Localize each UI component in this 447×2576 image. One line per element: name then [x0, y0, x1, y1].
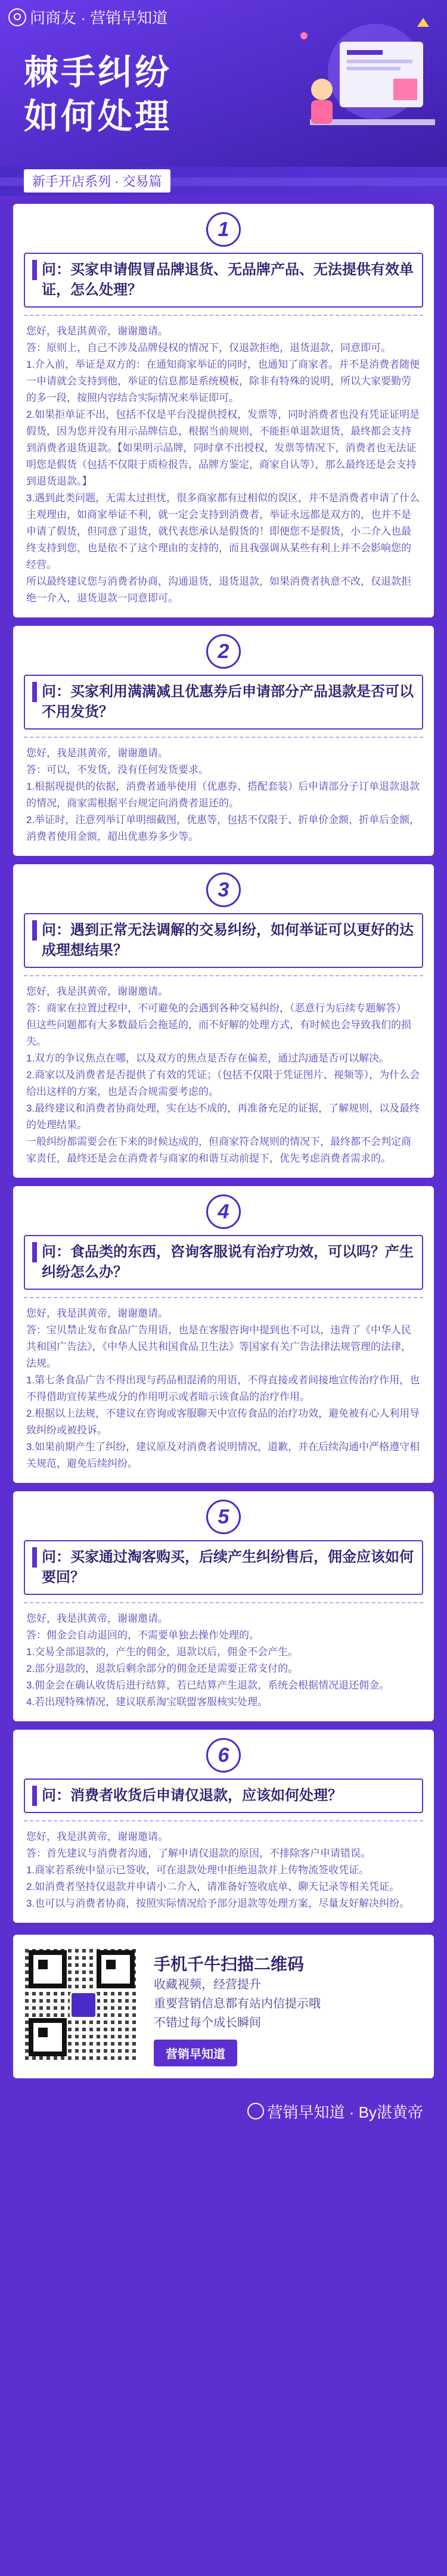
- question-marker-icon: [32, 1547, 37, 1568]
- question-text: 问：食品类的东西，咨询客服说有治疗功效，可以吗？产生纠纷怎么办？: [42, 1244, 414, 1280]
- qr-line-2: 重要营销信息都有站内信提示哦: [154, 1997, 321, 2010]
- qr-logo-icon: [70, 1991, 97, 2019]
- divider: [24, 315, 423, 316]
- qa-card: [13, 204, 434, 617]
- qr-heading: 手机千牛扫描二维码: [154, 1955, 305, 1973]
- answer-paragraph: 您好，我是淇黄帝，谢谢邀请。: [26, 1831, 168, 1842]
- question-marker-icon: [32, 920, 37, 941]
- qa-card: [13, 626, 434, 856]
- answer-paragraph: 答：佣金会自动退回的，不需要单独去操作处理的。: [26, 1630, 259, 1641]
- question-bar: [24, 1779, 423, 1813]
- question-bar: [24, 1235, 423, 1290]
- card-number: 1: [206, 212, 241, 247]
- series-tag: 新手开店系列 · 交易篇: [24, 169, 170, 193]
- answer-paragraph: 但这些问题都有大多数最后会拖延的，而不好解的处理方式，有时候也会导致我们的损失。: [26, 1019, 411, 1047]
- question-marker-icon: [32, 682, 37, 702]
- question-marker-icon: [32, 1242, 37, 1262]
- qr-line-3: 不错过每个成长瞬间: [154, 2016, 261, 2029]
- answer-paragraph: 一般纠纷都需要会在下来的时候达成的，但商家符合规则的情况下，最终都不会判定商家责任，最终还是会在消费者与商家的和谐互动前提下，优先考虑消费者需求的。: [26, 1136, 411, 1164]
- question-bar: [24, 913, 423, 968]
- question-bar: [24, 253, 423, 308]
- card-number: 4: [206, 1194, 241, 1229]
- qa-list: [0, 204, 447, 1923]
- answer-body: [26, 1610, 421, 1711]
- question-text: 问：买家申请假冒品牌退货、无品牌产品、无法提供有效单证，怎么处理？: [42, 262, 414, 298]
- card-number: 5: [206, 1500, 241, 1534]
- answer-paragraph: 3.遇到此类问题，无需太过担忧，很多商家都有过相似的误区，并不是消费者申请了什么主观理由，如商家举证不利，就一定会支持到消费者，举证永远都是双方的，也并不是申请了假货，但同意了退货，就代表您承认是假货的！即便您不是假货，小二介入也最终支持到您，也是依不了这个理由的支持的，而且我强调从某些有利上并不会影响您的经营。: [26, 492, 420, 570]
- answer-paragraph: 您好，我是淇黄帝，谢谢邀请。: [26, 986, 168, 997]
- answer-paragraph: 答：商家在拉置过程中，不可避免的会遇到各种交易纠纷，（恶意行为后续专题解答）: [26, 1003, 406, 1014]
- answer-paragraph: 3.最终建议和消费者协商处理，实在达不成的，再准备充足的证据，了解规则，以及最终的处理结果。: [26, 1103, 420, 1131]
- answer-paragraph: 1.双方的争议焦点在哪，以及双方的焦点是否存在偏差，通过沟通是否可以解决。: [26, 1053, 390, 1064]
- answer-paragraph: 答：可以，不发货，没有任何发货要求。: [26, 764, 209, 775]
- answer-paragraph: 您好，我是淇黄帝，谢谢邀请。: [26, 1613, 168, 1624]
- qa-card: [13, 864, 434, 1178]
- signature-text: 营销早知道 · By湛黄帝: [267, 2103, 423, 2121]
- card-number-wrap: [13, 204, 434, 247]
- qr-card: [13, 1935, 434, 2078]
- question-text: 问：买家通过淘客购买，后续产生纠纷售后，佣金应该如何要回？: [42, 1549, 414, 1585]
- answer-paragraph: 2.商家以及消费者是否提供了有效的凭证；（包括不仅限于凭证图片、视频等），为什么会给出这样的方案，也是否合规需要考虑的。: [26, 1069, 420, 1097]
- brand-text: 问商友 · 营销早知道: [30, 9, 168, 27]
- answer-paragraph: 答：原则上，自己不涉及品牌侵权的情况下，仅退款拒绝，退货退款，同意即可。: [26, 342, 391, 353]
- title-line-1: 棘手纠纷: [24, 53, 172, 92]
- card-number: 3: [206, 873, 241, 907]
- answer-paragraph: 您好，我是淇黄帝，谢谢邀请。: [26, 747, 168, 759]
- qa-card: [13, 1730, 434, 1923]
- answer-paragraph: 2.如消费者坚持仅退款并申请小二介入，请准备好签收底单、聊天记录等相关凭证。: [26, 1881, 400, 1892]
- question-bar: [24, 675, 423, 730]
- qr-corner: [29, 2018, 67, 2056]
- divider: [24, 1297, 423, 1298]
- answer-paragraph: 1.商家若系统中显示已签收，可在退款处理中拒绝退款并上传物流签收凭证。: [26, 1864, 370, 1876]
- brand-bar: [8, 6, 167, 28]
- question-marker-icon: [32, 1786, 37, 1806]
- header-illustration: [250, 0, 447, 167]
- brand-logo-icon: [8, 8, 26, 26]
- answer-body: [26, 1305, 421, 1472]
- divider: [24, 1820, 423, 1821]
- qr-corner: [97, 1950, 135, 1988]
- answer-body: [26, 983, 421, 1167]
- answer-body: [26, 1829, 421, 1912]
- answer-paragraph: 答：宝贝禁止发布食品广告用语，也是在客服咨询中提到也不可以，违背了《中华人民共和国广告法》，《中华人民共和国食品卫生法》等国家有关广告法律法规管理的法律，法规。: [26, 1324, 411, 1369]
- qa-card: [13, 1186, 434, 1483]
- divider: [24, 737, 423, 738]
- divider: [24, 975, 423, 976]
- question-marker-icon: [32, 260, 37, 280]
- question-text: 问：消费者收货后申请仅退款，应该如何处理？: [42, 1787, 342, 1804]
- answer-paragraph: 所以最终建议您与消费者协商，沟通退货，退货退款，如果消费者执意不改，仅退款拒绝一介入，退货退款一同意即可。: [26, 576, 411, 604]
- brand-logo-icon: [247, 2103, 264, 2119]
- qr-corner: [29, 1950, 67, 1988]
- qr-line-1: 收藏视频，经营提升: [154, 1978, 261, 1991]
- answer-paragraph: 您好，我是淇黄帝，谢谢邀请。: [26, 1308, 168, 1319]
- bottom-signature: [0, 2078, 447, 2144]
- card-number: 2: [206, 634, 241, 669]
- answer-paragraph: 1.介入前，举证是双方的：在通知商家举证的同时，也通知了商家者。并不是消费者随便一申请就会支持到他，举证的信息都是系统模板，除非有特殊的说明，所以大家要勤劳的多一段，按照内容结合实际情况来举证即可。: [26, 359, 420, 404]
- page-title: [24, 51, 172, 139]
- qr-code[interactable]: [25, 1947, 138, 2060]
- answer-paragraph: 2.根据以上法规，不建议在咨询或客服聊天中宣传食品的治疗功效，避免被有心人利用导致纠纷或被投诉。: [26, 1408, 420, 1436]
- answer-paragraph: 1.根据现提供的依据，消费者通举使用（优惠券、搭配套装）后申请部分子订单退款退款的情况，商家需根据平台规定向消费者退还的。: [26, 781, 420, 809]
- card-number-wrap: [13, 864, 434, 907]
- answer-paragraph: 4.若出现特殊情况，建议联系淘宝联盟客服核实处理。: [26, 1696, 268, 1708]
- qa-card: [13, 1491, 434, 1721]
- question-text: 问：买家利用满满减且优惠券后申请部分产品退款是否可以不用发货？: [42, 684, 414, 720]
- card-number-wrap: [13, 1730, 434, 1773]
- answer-body: [26, 745, 421, 845]
- answer-paragraph: 3.也可以与消费者协商，按照实际情况给予部分退款等处理方案，尽量友好解决纠纷。: [26, 1898, 410, 1909]
- answer-paragraph: 1.交易全部退款的，产生的佣金，退款以后，佣金不会产生。: [26, 1646, 299, 1658]
- question-text: 问：遇到正常无法调解的交易纠纷，如何举证可以更好的达成理想结果？: [42, 922, 414, 958]
- answer-paragraph: 您好，我是淇黄帝，谢谢邀请。: [26, 325, 168, 337]
- card-number-wrap: [13, 1186, 434, 1229]
- answer-paragraph: 答：首先建议与消费者沟通，了解申请仅退款的原因，不排除客户申请错误。: [26, 1848, 371, 1859]
- card-number-wrap: [13, 1491, 434, 1534]
- follow-button[interactable]: 营销早知道: [154, 2040, 237, 2066]
- hero-header: [0, 0, 447, 167]
- answer-paragraph: 2.部分退款的，退款后剩余部分的佣金还是需要正常支付的。: [26, 1663, 299, 1674]
- card-number: 6: [206, 1738, 241, 1773]
- answer-paragraph: 3.佣金会在确认收货后进行结算，若已结算产生退款，系统会根据情况退还佣金。: [26, 1680, 390, 1691]
- title-line-2: 如何处理: [24, 97, 172, 136]
- answer-paragraph: 3.如果前期产生了纠纷，建议原及对消费者说明情况，道歉，并在后续沟通中严格遵守相关规范，避免后续纠纷。: [26, 1441, 420, 1469]
- answer-paragraph: 2.如果拒单证不出，包括不仅是平台没提供授权，发票等，同时消费者也没有凭证证明是假货，因为您并没有用示品牌信息，根据当前规则，不能拒单退款退货，最终都会支持到消费者退货退款。【如果明示品牌，同时拿不出授权，发票等情况下，消费者也无法证明您是假货（包括不仅限于质检报告，品牌方鉴定，商家自认等），那么最终还是会支持到退货退款。】: [26, 409, 420, 487]
- answer-paragraph: 1.第七条食品广告不得出现与药品相混淆的用语，不得直接或者间接地宣传治疗作用，也不得借助宣传某些成分的作用明示或者暗示该食品的治疗作用。: [26, 1374, 420, 1402]
- answer-paragraph: 2.举证时，注意列举订单明细截图，优惠等，包括不仅限于、折单价金额，折单后金额，消费者使用金额，超出优惠券多少等。: [26, 814, 420, 842]
- card-number-wrap: [13, 626, 434, 669]
- series-banner: [0, 167, 447, 195]
- divider: [24, 1602, 423, 1603]
- answer-body: [26, 323, 421, 607]
- question-bar: [24, 1540, 423, 1595]
- qr-text: [154, 1947, 321, 2066]
